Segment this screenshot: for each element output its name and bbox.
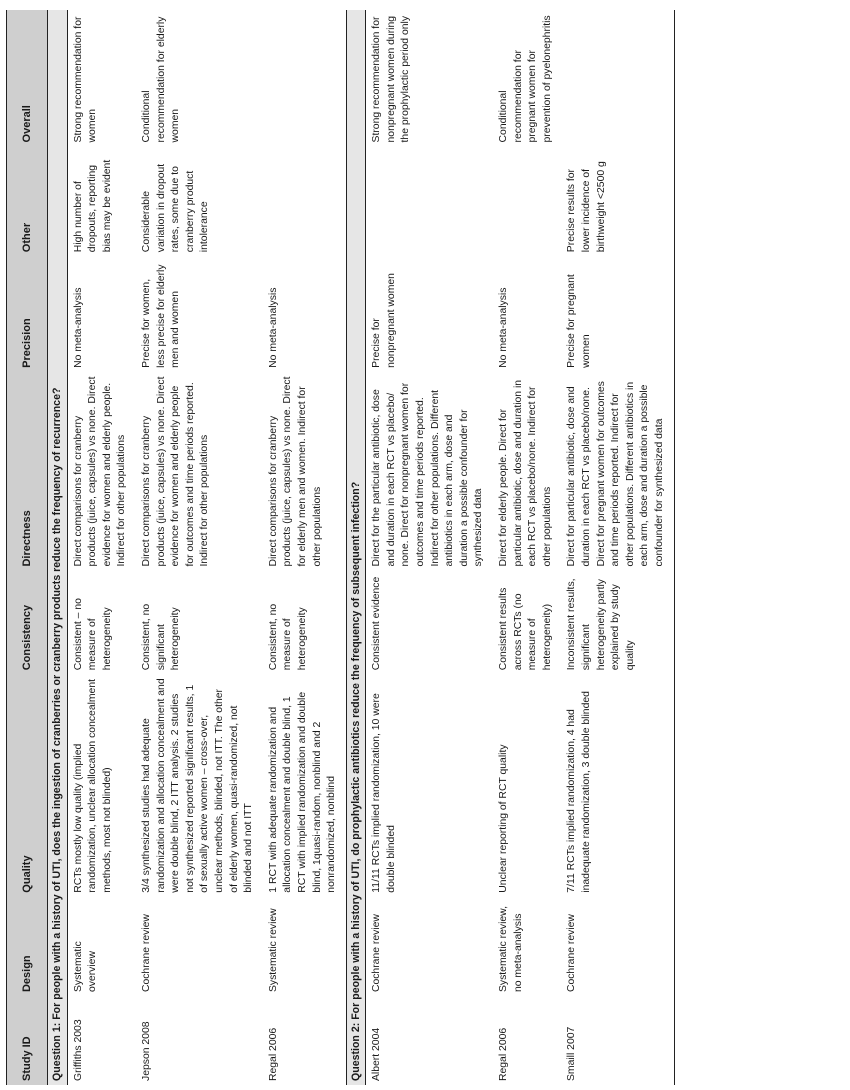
question-1-row bbox=[48, 10, 68, 1085]
precision-cell: Precise for women, less precise for elderly men and women bbox=[140, 264, 182, 368]
study-id: Regal 2006 bbox=[498, 1027, 510, 1081]
overall-cell: Conditional recommendation for elderly women bbox=[140, 16, 182, 143]
other-cell bbox=[263, 146, 346, 256]
directness-cell: Direct for the particular antibiotic, dose and duration in each RCT vs placebo/ none. Direct for nonpregnant women for outcomes and time periods reported. Indirect for other populations. Different antibiotics in each arm, dose and duration a possible confounder for synthesized data bbox=[371, 382, 485, 567]
consistency-cell: Consistent, no significant heterogeneity bbox=[140, 603, 182, 671]
other-cell: Considerable variation in dropout rates, some due to cranberry product intolerance bbox=[140, 163, 211, 253]
precision-cell: Precise for nonpregnant women bbox=[371, 273, 397, 368]
table-row bbox=[263, 10, 346, 1085]
consistency-cell: Inconsistent results, significant heterogeneity partly explained by study quality bbox=[561, 571, 674, 675]
design-cell: Cochrane review bbox=[561, 897, 674, 996]
directness-cell: Direct comparisons for cranberry products (juice, capsules) vs none. Direct for elderly men and women. Indirect for other populations bbox=[267, 376, 323, 567]
header-other: Other bbox=[7, 146, 48, 256]
consistency-cell: Consistent evidence bbox=[371, 576, 383, 671]
quality-cell: Unclear reporting of RCT quality bbox=[498, 744, 510, 893]
header-study-id: Study ID bbox=[7, 996, 48, 1085]
precision-cell: Precise for pregnant women bbox=[561, 256, 674, 372]
study-id: Regal 2006 bbox=[267, 1027, 279, 1081]
precision-cell: No meta-analysis bbox=[267, 287, 279, 368]
table-row bbox=[561, 10, 674, 1085]
design-cell: Cochrane review bbox=[371, 914, 383, 993]
evidence-table bbox=[6, 10, 675, 1085]
quality-cell: 7/11 RCTs implied randomization, 4 had inadequate randomization, 3 double blinded bbox=[561, 674, 674, 896]
other-cell: Precise results for lower incidence of birthweight <2500 g bbox=[561, 146, 674, 256]
overall-cell: Conditional recommendation for pregnant women for prevention of pyelonephritis bbox=[498, 15, 553, 143]
study-id: Jepson 2008 bbox=[140, 1021, 152, 1081]
other-cell bbox=[493, 146, 561, 256]
table-row bbox=[136, 10, 263, 1085]
consistency-cell: Consistent results across RCTs (no measure of heterogeneity) bbox=[498, 587, 553, 671]
quality-cell: RCTs mostly low quality (implied randomization, unclear allocation concealment methods, most not blinded) bbox=[72, 678, 113, 893]
design-cell: Systematic review, no meta-analysis bbox=[498, 906, 524, 993]
question-1: Question 1: For people with a history of UTI, does the ingestion of cranberries or cranberry products reduce the frequency of recurrence? bbox=[48, 10, 68, 1085]
header-row bbox=[7, 10, 48, 1085]
other-cell bbox=[366, 146, 493, 256]
precision-cell: No meta-analysis bbox=[72, 287, 84, 368]
table-row bbox=[366, 10, 493, 1085]
study-id: Griffiths 2003 bbox=[72, 1019, 84, 1081]
other-cell: High number of dropouts, reporting bias may be evident bbox=[72, 159, 113, 253]
overall-cell bbox=[561, 10, 674, 146]
quality-cell: 3/4 synthesized studies had adequate randomization and allocation concealment and were double blind, 2 ITT analysis. 2 studies not synthesized reported significant results, 1 of sexually active women – cross-over, unclear methods, blinded, not ITT. The other of elderly women, quasi-randomized, not blinded and not ITT bbox=[140, 678, 255, 893]
directness-cell: Direct for elderly people. Direct for particular antibiotic, dose and duration in each RCT vs placebo/none. Indirect for other populations bbox=[498, 379, 553, 567]
precision-cell: No meta-analysis bbox=[498, 287, 510, 368]
study-id: Albert 2004 bbox=[371, 1027, 383, 1081]
question-2: Question 2: For people with a history of UTI, do prophylactic antibiotics reduce the frequency of subsequent infection? bbox=[346, 10, 366, 1085]
header-precision: Precision bbox=[7, 256, 48, 372]
quality-cell: 11/11 RCTs implied randomization, 10 were double blinded bbox=[371, 693, 397, 893]
directness-cell: Direct comparisons for cranberry products (juice, capsules) vs none. Direct evidence for women and elderly people for outcomes and time periods reported. Indirect for other populations bbox=[140, 376, 211, 567]
study-id: Smaill 2007 bbox=[561, 996, 674, 1085]
design-cell: Systematic overview bbox=[72, 941, 99, 993]
consistency-cell: Consistent, no measure of heterogeneity bbox=[267, 603, 308, 671]
header-design: Design bbox=[7, 897, 48, 996]
quality-cell: 1 RCT with adequate randomization and allocation concealment and double blind, 1 RCT with implied randomization and double blind, 1quasi-random, nonblind and 2 nonrandomized, nonblind bbox=[267, 691, 338, 893]
table-row bbox=[67, 10, 136, 1085]
table-row bbox=[493, 10, 561, 1085]
header-quality: Quality bbox=[7, 674, 48, 896]
question-2-row bbox=[346, 10, 366, 1085]
design-cell: Cochrane review bbox=[140, 914, 152, 993]
header-overall: Overall bbox=[7, 10, 48, 146]
header-consistency: Consistency bbox=[7, 571, 48, 675]
design-cell: Systematic review bbox=[267, 908, 279, 993]
overall-cell: Strong recommendation for nonpregnant women during the prophylactic period only bbox=[371, 15, 412, 143]
header-directness: Directness bbox=[7, 372, 48, 571]
overall-cell bbox=[263, 10, 346, 146]
directness-cell: Direct for particular antibiotic, dose and duration in each RCT vs placebo/none. Direct for pregnant women for outcomes and time periods reported. Indirect for other populations. Different antibiotics in each arm, dose and duration a possible confounder for synthesized data bbox=[561, 372, 674, 571]
directness-cell: Direct comparisons for cranberry products (juice, capsules) vs none. Direct evidence for women and elderly people. Indirect for other populations bbox=[72, 376, 128, 567]
consistency-cell: Consistent – no measure of heterogeneity bbox=[72, 598, 113, 671]
overall-cell: Strong recommendation for women bbox=[72, 16, 99, 143]
